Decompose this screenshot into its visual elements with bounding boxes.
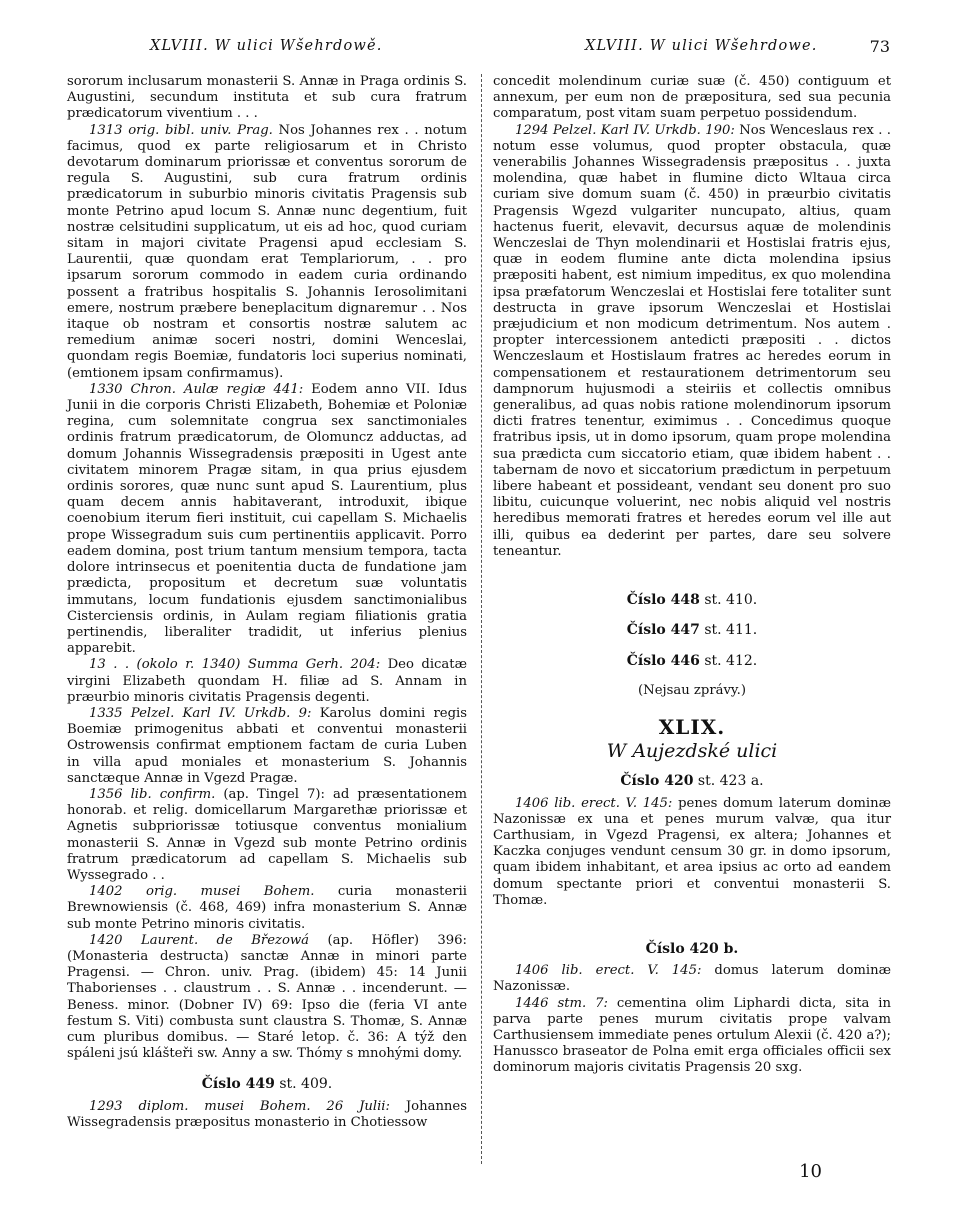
source-citation: 1402 orig. musei Bohem. [89,884,315,900]
source-citation: 1293 diplom. musei Bohem. 26 Julii: [89,1098,390,1114]
left-column [67,74,467,1131]
paragraph: 13 . . (okolo r. 1340) Summa Gerh. 204: Deo dicatæ virgini Elizabeth quondam H. filiæ ad S. Annam in præurbio minoris civitatis Pragensis degenti. [67,657,467,705]
paragraph: 1402 orig. musei Bohem. curia monasterii Brewnowiensis (č. 468, 469) infra monasterium S. Annæ sub monte Petrino minoris civitatis. [67,884,467,932]
house-number-heading: Číslo 448 st. 410. [626,592,758,609]
column-divider [481,74,482,1164]
section-number: XLIX. [658,714,726,739]
sheet-number: 10 [799,1161,822,1182]
paragraph: concedit molendinum curiæ suæ (č. 450) contiguum et annexum, per eum non de præpositura, sed sua pecunia comparatum, post vitam suam perpetuo possidendum. [493,74,891,122]
page-number: 73 [869,37,890,56]
house-number-heading: Číslo 420 st. 423 a. [620,773,764,790]
source-citation: 1335 Pelzel. Karl IV. Urkdb. 9: [89,705,312,721]
source-citation: 1294 Pelzel. Karl IV. Urkdb. 190: [515,122,735,138]
paragraph: 1335 Pelzel. Karl IV. Urkdb. 9: Karolus domini regis Boemiæ primogenitus abbati et conventui monasterii Ostrowensis confirmat emptionem factam de curia Luben in villa apud moniales et monasterium S. Johannis sanctæque Annæ in Vgezd Pragæ. [67,705,467,786]
paragraph: 1293 diplom. musei Bohem. 26 Julii: Johannes Wissegradensis præpositus monasterio in Chotiessow [67,1098,468,1130]
paragraph: 1294 Pelzel. Karl IV. Urkdb. 190: Nos Wenceslaus rex . . notum esse volumus, quod propter obstacula, quæ venerabilis Johannes Wissegradensis præpositus . . juxta molendina, quæ habet in flumine dicto Wltaua circa curiam sive domum suam (č. 450) in præurbio civitatis Pragensis Wgezd vulgariter nuncupato, altius, quam hactenus fuerit, elevavit, decursus aquæ de molendinis Wenczeslai de Thyn molendinarii et Hostislai fratris ejus, quæ in eodem flumine ante dicta molendina ipsius præpositi habent, est nimium impeditus, ex quo molendina ipsa præfatorum Wenczeslai et Hostislai fere totaliter sunt destructa in grave ipsorum Wenczeslai et Hostislai præjudicium et non modicum detrimentum. Nos autem . propter intercessionem antedicti præpositi . . dictos Wenczeslaum et Hostislaum fratres ac heredes eorum in compensationem et restaurationem detrimentorum seu dampnorum hujusmodi a steiriis et collectis omnibus generalibus, ad quas nobis ratione molendinorum ipsorum dicti fratres tenentur, eximimus . . Concedimus quoque fratribus ipsis, ut in domo ipsorum, quam prope molendina sua prædicta cum siccatorio etiam, quæ ibidem habent . . tabernam de novo et siccatorium prædictum in perpetuum libere habeant et possideant, vendant seu donent pro suo libitu, cuicunque voluerint, nec nobis aliquid vel nostris heredibus memorati fratres et heredes eorum vel ille aut illi, quibus ea dederint per partes, dare seu solvere teneantur. [493,122,891,559]
paragraph: 1406 lib. erect. V. 145: penes domum laterum dominæ Nazonissæ ex una et penes murum valvæ, qua itur Carthusiam, in Vgezd Pragensi, ex altera; Johannes et Kaczka conjuges vendunt censum 30 gr. in domo ipsorum, quam ibidem inhabitant, et area ipsius ac orto ad eandem domum spectante priori et conventui monasterii S. Thomæ. [493,795,891,908]
house-number-heading: Číslo 446 st. 412. [626,652,758,669]
source-citation: 1313 orig. bibl. univ. Prag. [89,122,273,138]
source-citation: 1330 Chron. Aulæ regiæ 441: [89,381,304,397]
running-header-left: XLVIII. W ulici Wšehrdowě. [150,38,383,54]
no-records-note: (Nejsau zprávy.) [638,682,746,698]
house-number-heading: Číslo 449 st. 409. [201,1076,333,1093]
house-number-heading: Číslo 420 b. [645,940,739,957]
source-citation: 1406 lib. erect. V. 145: [515,963,702,979]
source-citation: 1420 Laurent. de Březowá [89,932,310,948]
house-number-heading: Číslo 447 st. 411. [626,622,758,639]
running-header-right: XLVIII. W ulici Wšehrdowe. [585,38,818,54]
paragraph: 1356 lib. confirm. (ap. Tingel 7): ad præsentationem honorab. et relig. domicellarum Margarethæ priorissæ et Agnetis subpriorissæ totiusque conventus monialium monasterii S. Annæ in Vgezd sub monte Petrino ordinis fratrum prædicatorum ad capellam S. Michaelis sub Wyssegrado . . [67,786,467,883]
paragraph: 1420 Laurent. de Březowá (ap. Höfler) 396: (Monasteria destructa) sanctæ Annæ in minori parte Pragensi. — Chron. univ. Prag. (ibidem) 45: 14 Junii Thaborienses . . claustrum . . S. Annæ . . incenderunt. — Beness. minor. (Dobner IV) 69: Ipso die (feria VI ante festum S. Viti) combusta sunt claustra S. Thomæ, S. Annæ cum pluribus domibus. — Staré letop. č. 36: A týž den spáleni jsú klášteři sw. Anny a sw. Thómy s mnohými domy. [67,932,467,1062]
source-citation: 1406 lib. erect. V. 145: [515,795,673,811]
source-citation: 1356 lib. confirm. [89,786,216,802]
paragraph: 1330 Chron. Aulæ regiæ 441: Eodem anno VII. Idus Junii in die corporis Christi Elizabeth, Bohemiæ et Poloniæ regina, cum solemnitate congrua sex sanctimoniales ordinis fratrum prædicatorum, de Olomuncz adductas, ad domum Johannis Wissegradensis præpositi in Ugest ante civitatem minorem Pragæ sitam, in qua prius ejusdem ordinis sorores, quæ nunc sunt apud S. Laurentium, plus quam decem annis habitaverant, introduxit, ibique coenobium iterum fieri instituit, cui capellam S. Michaelis prope Wissegradum suis cum pertinentiis applicavit. Porro eadem domina, post trium tantum mensium tempora, tacta dolore intrinsecus et poenitentia ducta de fundatione jam prædicta, propositum et decretum suæ voluntatis immutans, locum fundationis ejusdem sanctimonialibus Cisterciensis ordinis, in Aulam regiam filiationis gratia pertinendis, liberaliter tradidit, ut inferius plenius apparebit. [67,381,468,657]
right-column [493,74,891,1077]
source-citation: 13 . . (okolo r. 1340) Summa Gerh. 204: [89,657,381,673]
paragraph: 1406 lib. erect. V. 145: domus laterum dominæ Nazonissæ. [493,963,891,995]
section-title: W Aujezdské ulici [606,740,778,763]
paragraph: 1313 orig. bibl. univ. Prag. Nos Johannes rex . . notum facimus, quod ex parte religiosarum et in Christo devotarum dominarum priorissæ et conventus sororum de regula S. Augustini, sub cura fratrum ordinis prædicatorum in suburbio minoris civitatis Pragensis sub monte Petrino apud locum S. Annæ nunc degentium, fuit nostræ celsitudini supplicatum, ut eis ad hoc, quod curiam sitam in majori civitate Pragensi apud ecclesiam S. Laurentii, quæ quondam erat Templariorum, . . pro ipsarum sororum commodo in eadem curia ordinando possent a fratribus hospitalis S. Johannis Ierosolimitani emere, nostrum præbere beneplacitum dignaremur . . Nos itaque ob nostram et consortis nostræ salutem ac remedium animæ soceri nostri, domini Wenceslai, quondam regis Boemiæ, fundatoris loci superius nominati, (emtionem ipsam confirmamus). [67,122,468,381]
paragraph: 1446 stm. 7: cementina olim Liphardi dicta, sita in parva parte penes murum civitatis prope valvam Carthusiensem immediate penes ortulum Alexii (č. 420 a?); Hanussco braseator de Polna emit erga officiales officii sex dominorum majoris civitatis Pragensis 20 sxg. [493,995,891,1076]
source-citation: 1446 stm. 7: [515,995,608,1011]
paragraph: sororum inclusarum monasterii S. Annæ in Praga ordinis S. Augustini, secundum instituta et sub cura fratrum prædicatorum viventium . . . [67,74,467,122]
